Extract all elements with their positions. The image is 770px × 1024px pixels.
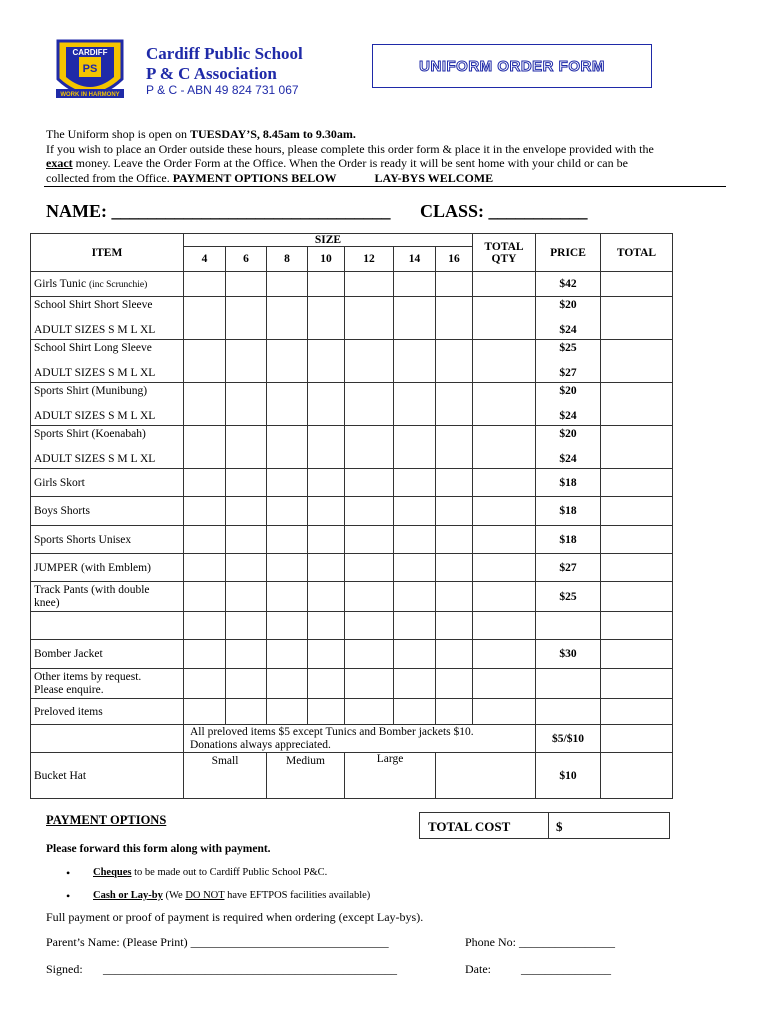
intro-text (46, 127, 726, 185)
item-label: Girls Skort (31, 469, 184, 497)
size-12: 12 (345, 247, 394, 272)
preloved-note: All preloved items $5 except Tunics and Bomber jackets $10. Donations always appreciated. (184, 725, 536, 753)
table-row (31, 554, 673, 582)
intro-l3: money. Leave the Order Form at the Office. When the Order is ready it will be sent home with your child or can be (72, 156, 628, 170)
item-label: Girls Tunic (inc Scrunchie) (31, 272, 184, 297)
table-row (31, 469, 673, 497)
item-label: Bucket Hat (31, 753, 184, 799)
item-label: Track Pants (with double knee) (31, 582, 184, 612)
size-16: 16 (436, 247, 473, 272)
size-8: 8 (267, 247, 308, 272)
table-row (31, 612, 673, 640)
item-label: Boys Shorts (31, 497, 184, 526)
intro-payment-options: PAYMENT OPTIONS BELOW (172, 170, 337, 185)
form-title-box (372, 44, 652, 88)
bullet-icon: • (66, 866, 71, 880)
logo-school-name: CARDIFF (72, 48, 108, 57)
size-4: 4 (184, 247, 226, 272)
price: $18 (536, 469, 601, 497)
item-label: Preloved items (31, 699, 184, 725)
logo-initials: PS (82, 63, 98, 75)
phone-field[interactable]: Phone No: ________________ (465, 935, 615, 949)
price: $18 (536, 497, 601, 526)
price: $25 $27 (536, 340, 601, 383)
intro-laybys: LAY-BYS WELCOME (374, 170, 494, 185)
item-label: School Shirt Long Sleeve ADULT SIZES S M L XL (31, 340, 184, 383)
hat-medium[interactable]: Medium (267, 753, 345, 799)
size-10: 10 (308, 247, 345, 272)
cash-text: Cash or Lay-by (We DO NOT have EFTPOS facilities available) (93, 890, 371, 901)
abn-text: P & C - ABN 49 824 731 067 (146, 83, 299, 97)
table-row (31, 272, 673, 297)
col-total: TOTAL (601, 234, 673, 272)
price: $5/$10 (536, 725, 601, 753)
item-label: Sports Shirt (Munibung) ADULT SIZES S M L XL (31, 383, 184, 426)
price: $30 (536, 640, 601, 669)
item-label: Sports Shirt (Koenabah) ADULT SIZES S M L XL (31, 426, 184, 469)
table-row (31, 526, 673, 554)
item-label: Sports Shorts Unisex (31, 526, 184, 554)
school-name-line2: P & C Association (146, 64, 277, 83)
intro-hours: TUESDAY’S, 8.45am to 9.30am. (189, 127, 356, 141)
table-row (31, 669, 673, 699)
intro-l4: collected from the Office. (46, 170, 173, 185)
date-field[interactable]: _______________ (521, 962, 611, 976)
parent-name-field[interactable]: Parent’s Name: (Please Print) _________________________________ (46, 935, 389, 949)
full-payment-text: Full payment or proof of payment is required when ordering (except Lay-bys). (46, 910, 424, 924)
total-cost-box[interactable] (419, 812, 670, 839)
table-row (31, 426, 673, 469)
table-row (31, 497, 673, 526)
table-row (31, 699, 673, 725)
bullet-icon: • (66, 889, 71, 903)
order-table (30, 233, 673, 799)
cheques-text: Cheques to be made out to Cardiff Public School P&C. (93, 867, 328, 878)
signature-field[interactable]: _________________________________________________ (103, 962, 397, 976)
size-14: 14 (394, 247, 436, 272)
table-row (31, 383, 673, 426)
school-name (146, 44, 303, 84)
price: $18 (536, 526, 601, 554)
size-6: 6 (226, 247, 267, 272)
date-label: Date: (465, 962, 491, 976)
table-row (31, 340, 673, 383)
table-row (31, 582, 673, 612)
forward-text: Please forward this form along with payment. (46, 843, 271, 855)
item-label: Bomber Jacket (31, 640, 184, 669)
price: $20 $24 (536, 426, 601, 469)
intro-l2: If you wish to place an Order outside these hours, please complete this order form & place it in the envelope provided with the (46, 141, 654, 156)
item-label: JUMPER (with Emblem) (31, 554, 184, 582)
table-row (31, 640, 673, 669)
logo-motto: WORK IN HARMONY (60, 92, 120, 98)
school-logo (52, 35, 128, 103)
price: $20 $24 (536, 383, 601, 426)
class-field[interactable]: CLASS: ___________ (420, 201, 588, 221)
price: $25 (536, 582, 601, 612)
price: $42 (536, 272, 601, 297)
price: $27 (536, 554, 601, 582)
price: $20 $24 (536, 297, 601, 340)
form-title: UNIFORM ORDER FORM (419, 57, 605, 75)
hat-small[interactable]: Small (184, 753, 267, 799)
item-label: Other items by request. Please enquire. (31, 669, 184, 699)
table-row (31, 297, 673, 340)
intro-l1: The Uniform shop is open on (46, 127, 190, 141)
table-row (31, 725, 673, 753)
name-field[interactable]: NAME: _______________________________ (46, 201, 391, 221)
signed-label: Signed: (46, 962, 83, 976)
col-total-qty: TOTAL QTY (473, 234, 536, 272)
intro-exact: exact (46, 156, 73, 170)
table-row (31, 753, 673, 799)
divider (44, 186, 726, 187)
col-size: SIZE (184, 234, 473, 247)
school-name-line1: Cardiff Public School (146, 44, 303, 63)
payment-options-heading: PAYMENT OPTIONS (46, 813, 167, 827)
item-label: School Shirt Short Sleeve ADULT SIZES S M L XL (31, 297, 184, 340)
total-cost-dollar: $ (556, 819, 563, 834)
price: $10 (536, 753, 601, 799)
col-item: ITEM (31, 234, 184, 272)
col-price: PRICE (536, 234, 601, 272)
hat-large[interactable]: Large (345, 753, 436, 799)
total-cost-label: TOTAL COST (428, 819, 511, 834)
